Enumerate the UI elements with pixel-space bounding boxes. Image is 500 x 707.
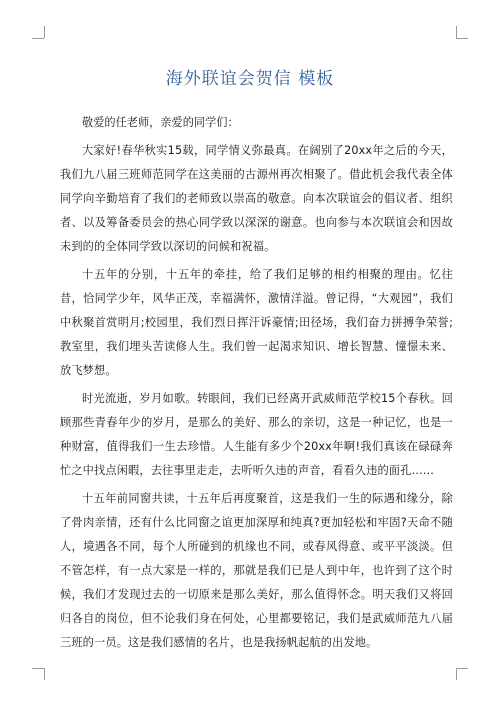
paragraph-4: 十五年前同窗共读，十五年后再度聚首，这是我们一生的际遇和缘分，除了骨肉亲情，还有什么比同窗之谊更加深厚和纯真?更加轻松和牢固?天命不随人，境遇各不同，每个人所碰到的机缘也不同，或春风得意、或平平淡淡。但不管怎样，有一点大家是一样的，那就是我们已是人到中年，也许到了这个时候，我们才发现过去的一切原来是那么美好，那么值得怀念。明天我们又将回归各自的岗位，但不论我们身在何处，心里都要铭记，我们是武威师范九八届三班的一员。这是我们感情的名片，也是我扬帆起航的出发地。: [60, 492, 453, 649]
crop-mark-bottom-right-h: [456, 668, 468, 669]
greeting-line: 敬爱的任老师，亲爱的同学们：: [82, 116, 239, 129]
crop-mark-bottom-left-h: [32, 668, 44, 669]
document-body: [60, 111, 453, 659]
crop-mark-bottom-right-v: [456, 668, 457, 680]
crop-mark-top-left-h: [32, 38, 44, 39]
paragraph-3: 时光流逝，岁月如歌。转眼间，我们已经离开武威师范学校15个春秋。回顾那些青春年少的岁月，是那么的美好、那么的亲切，这是一种记忆，也是一种财富，值得我们一生去珍惜。人生能有多少个20xx年啊!我们真该在碌碌奔忙之中找点闲暇，去往事里走走，去听听久违的声音，看看久违的面孔……: [60, 392, 453, 477]
paragraph-2: 十五年的分别，十五年的牵挂，给了我们足够的相约相聚的理由。忆往昔，恰同学少年，风华正茂，幸福满怀，激情洋溢。曾记得，“大观园”，我们中秋聚首赏明月;校园里，我们烈日挥汗诉豪情;田径场，我们奋力拼搏争荣誉;教室里，我们埋头苦读修人生。我们曾一起渴求知识、增长智慧、憧憬未来、放飞梦想。: [60, 268, 453, 377]
crop-mark-top-right-h: [456, 38, 468, 39]
crop-mark-top-right-v: [456, 26, 457, 38]
crop-mark-top-left-v: [44, 26, 45, 38]
document-title: 海外联谊会贺信 模板: [165, 69, 335, 89]
paragraph-1: 大家好!春华秋实15载，同学情义弥最真。在阔别了20xx年之后的今天，我们九八届三班师范同学在这美丽的古源州再次相聚了。借此机会我代表全体同学向辛勤培育了我们的老师致以崇高的敬意。向本次联谊会的倡议者、组织者、以及筹备委员会的热心同学致以深深的谢意。也向参与本次联谊会和因故未到的的全体同学致以深切的问候和祝福。: [60, 144, 453, 253]
crop-mark-bottom-left-v: [44, 668, 45, 680]
